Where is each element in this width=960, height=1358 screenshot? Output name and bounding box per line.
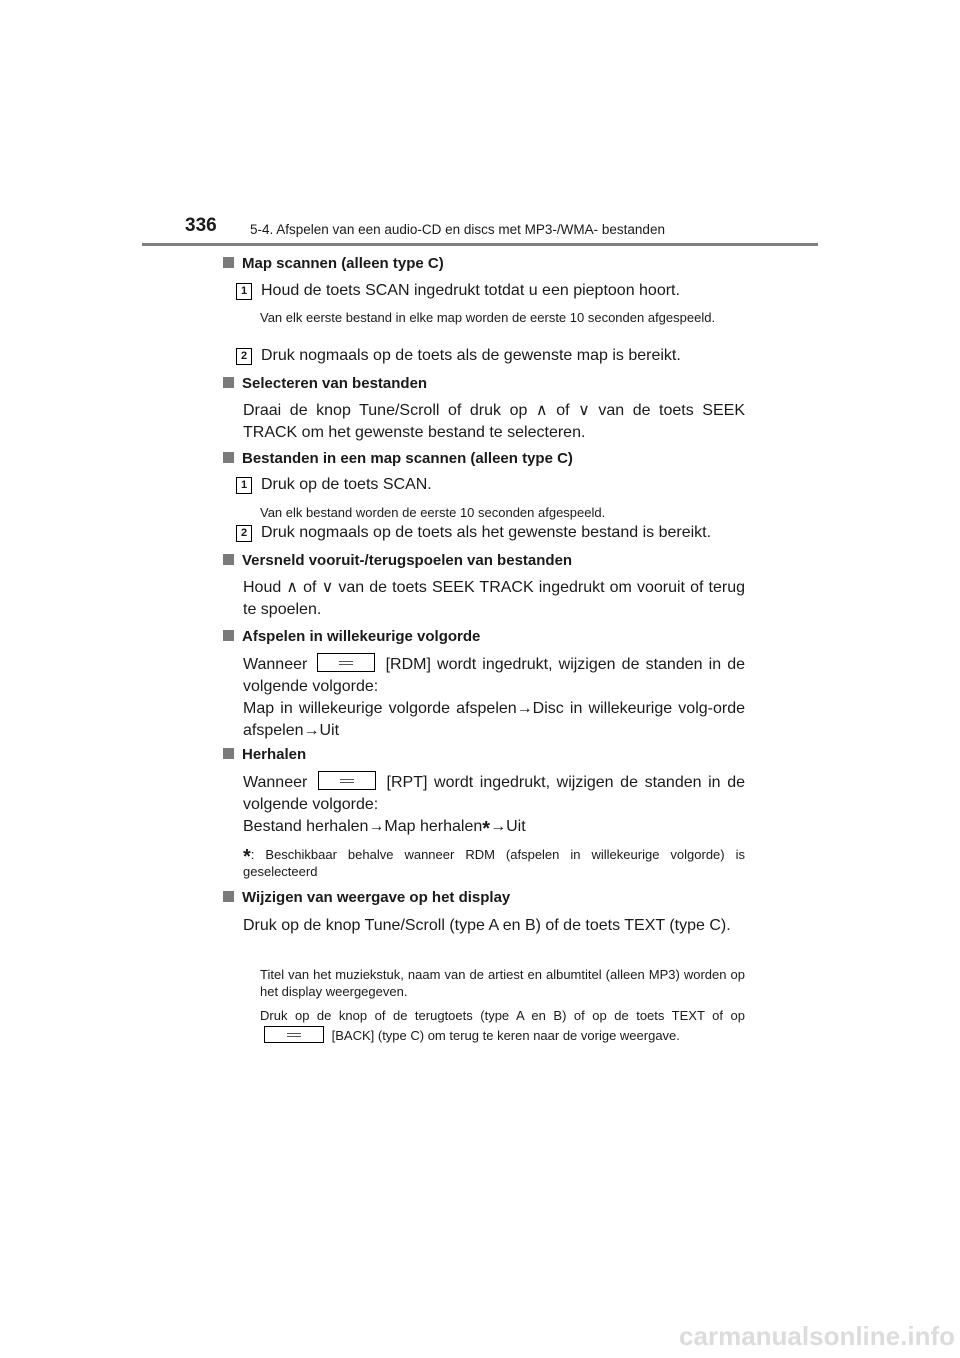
- bullet-square-icon: [223, 891, 234, 902]
- section-title-scan-files: Bestanden in een map scannen (alleen type C): [223, 450, 573, 467]
- section-title-fast-forward: Versneld vooruit-/terugspoelen van bestanden: [223, 552, 572, 569]
- watermark: carmanualsonline.info: [679, 1321, 955, 1351]
- bullet-square-icon: [223, 452, 234, 463]
- section-title-map-scan: Map scannen (alleen type C): [223, 255, 444, 272]
- button-key-icon: [318, 771, 376, 790]
- button-key-icon: [317, 653, 375, 672]
- paragraph: Druk op de knop Tune/Scroll (type A en B) of de toets TEXT (type C).: [243, 917, 731, 934]
- bullet-square-icon: [223, 257, 234, 268]
- button-key-icon: [264, 1026, 324, 1043]
- section-title-repeat: Herhalen: [223, 746, 306, 763]
- paragraph: Houd ∧ of ∨ van de toets SEEK TRACK ingedrukt om vooruit of terug te spoelen.: [243, 579, 745, 618]
- bullet-square-icon: [223, 748, 234, 759]
- section-title-display: Wijzigen van weergave op het display: [223, 889, 510, 906]
- chapter-header: 5-4. Afspelen van een audio-CD en discs met MP3-/WMA- bestanden: [250, 222, 665, 237]
- step-number: 1: [236, 477, 252, 494]
- section-title-select-files: Selecteren van bestanden: [223, 375, 427, 392]
- note: Van elk bestand worden de eerste 10 seconden afgespeeld.: [260, 505, 606, 520]
- bullet-square-icon: [223, 630, 234, 641]
- bullet-square-icon: [223, 377, 234, 388]
- footnote-marker: *: [243, 846, 251, 868]
- note: Druk op de knop of de terugtoets (type A en B) of op de toets TEXT of op [BACK] (type C) om terug te keren naar de vorige weergave.: [260, 1008, 745, 1043]
- step-number: 2: [236, 525, 252, 542]
- step-1: 1 Houd de toets SCAN ingedrukt totdat u een pieptoon hoort.: [236, 282, 680, 300]
- note: Van elk eerste bestand in elke map worden de eerste 10 seconden afgespeeld.: [260, 310, 716, 325]
- paragraph: Wanneer [RDM] wordt ingedrukt, wijzigen de standen in de volgende volgorde: Map in willekeurige volgorde afspelen→Disc in willekeurige volg-orde afspelen→Uit: [243, 653, 745, 742]
- footnote: *: Beschikbaar behalve wanneer RDM (afspelen in willekeurige volgorde) is geselecteerd: [243, 846, 745, 879]
- section-title-random: Afspelen in willekeurige volgorde: [223, 628, 480, 645]
- footnote-marker: *: [482, 818, 491, 840]
- step-number: 1: [236, 283, 252, 300]
- step-number: 2: [236, 348, 252, 365]
- step-2: 2 Druk nogmaals op de toets als het gewenste bestand is bereikt.: [236, 524, 711, 542]
- step-1: 1 Druk op de toets SCAN.: [236, 476, 432, 494]
- note: Titel van het muziekstuk, naam van de artiest en albumtitel (alleen MP3) worden op het display weergegeven.: [260, 967, 745, 999]
- step-2: 2 Druk nogmaals op de toets als de gewenste map is bereikt.: [236, 347, 681, 365]
- header-rule: [142, 243, 818, 246]
- paragraph: Draai de knop Tune/Scroll of druk op ∧ of ∨ van de toets SEEK TRACK om het gewenste bestand te selecteren.: [243, 402, 745, 441]
- page-number: 336: [185, 215, 217, 236]
- bullet-square-icon: [223, 554, 234, 565]
- paragraph: Wanneer [RPT] wordt ingedrukt, wijzigen de standen in de volgende volgorde: Bestand herhalen→Map herhalen*→Uit: [243, 771, 745, 838]
